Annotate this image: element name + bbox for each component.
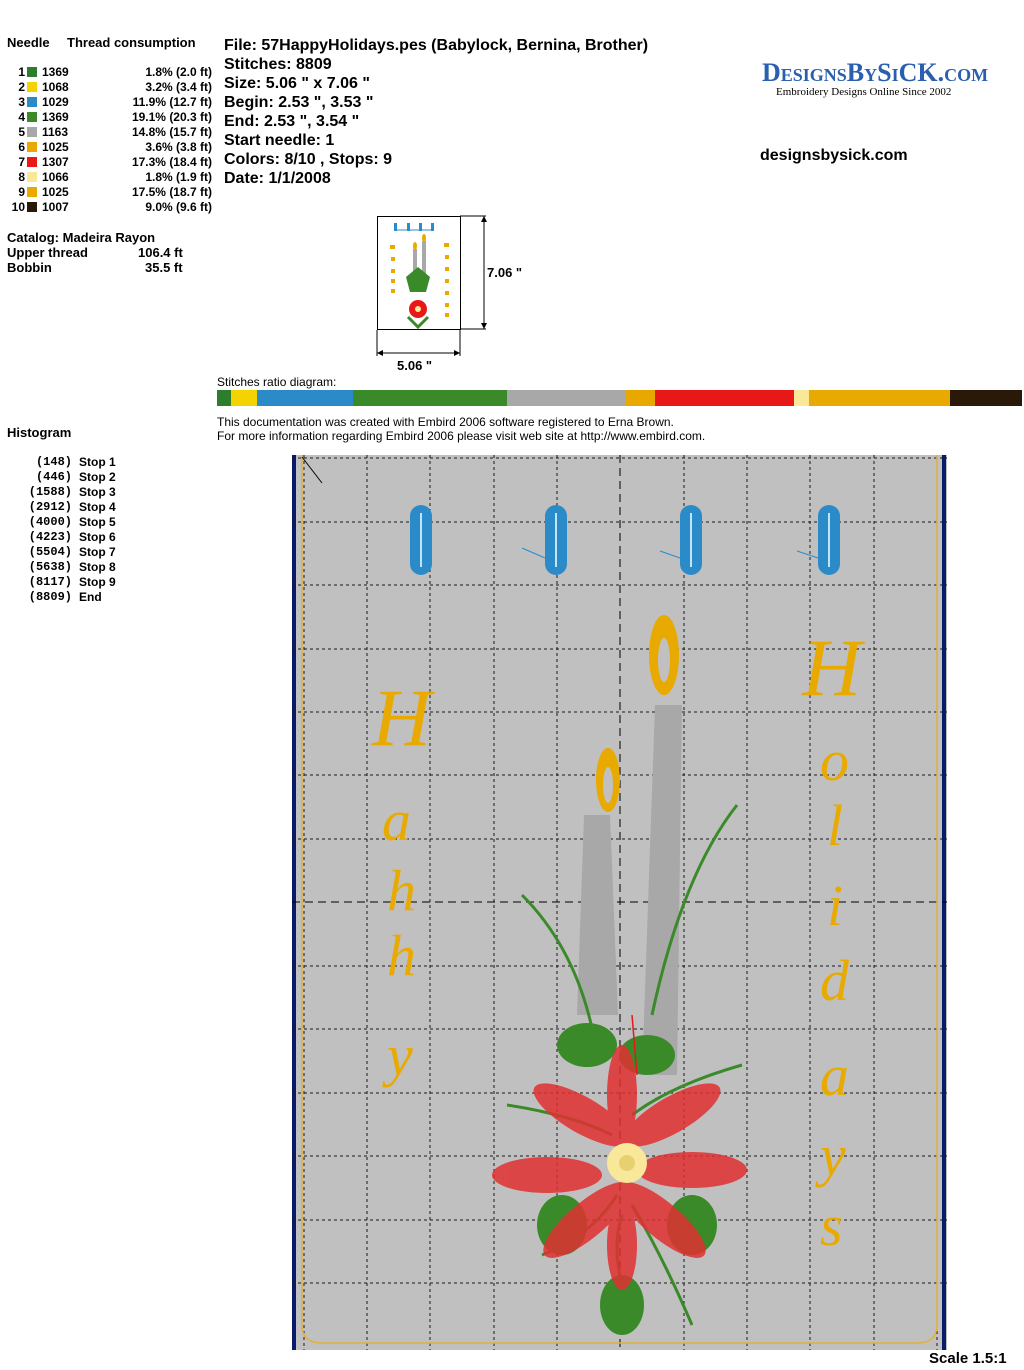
thread-code: 1007 — [42, 200, 69, 214]
catalog-line: Catalog: Madeira Rayon — [7, 230, 156, 245]
height-dimension: 7.06 " — [487, 265, 523, 280]
stitch-count: (5638) — [28, 560, 72, 574]
thread-percentage: 1.8% (1.9 ft) — [145, 170, 212, 184]
embroidery-preview — [292, 455, 947, 1350]
thread-color-swatch — [27, 112, 37, 122]
notice-line-1: This documentation was created with Embird 2006 software registered to Erna Brown. — [217, 415, 674, 429]
needle-row — [7, 95, 217, 110]
thread-code: 1029 — [42, 95, 69, 109]
stop-label: Stop 5 — [79, 515, 116, 529]
stitch-count: (5504) — [28, 545, 72, 559]
needle-row — [7, 125, 217, 140]
upper-thread-label: Upper thread — [7, 245, 88, 260]
thread-code: 1163 — [42, 125, 69, 139]
needle-header: Needle — [7, 35, 50, 50]
svg-text:l: l — [827, 793, 844, 858]
histogram-row — [7, 560, 207, 575]
histogram-row — [7, 590, 207, 605]
brand-logo — [762, 60, 1002, 98]
histogram-row — [7, 515, 207, 530]
needle-number: 1 — [18, 65, 25, 79]
needle-row — [7, 80, 217, 95]
thread-code: 1369 — [42, 65, 69, 79]
start-needle: Start needle: 1 — [224, 132, 335, 149]
thread-consumption-header: Thread consumption — [67, 35, 196, 50]
histogram-row — [7, 455, 207, 470]
ratio-segment — [217, 390, 231, 406]
design-size: Size: 5.06 " x 7.06 " — [224, 75, 370, 92]
end-point: End: 2.53 ", 3.54 " — [224, 113, 360, 130]
ratio-segment — [950, 390, 1022, 406]
ratio-segment — [231, 390, 257, 406]
svg-text:H: H — [802, 622, 862, 713]
thread-color-swatch — [27, 187, 37, 197]
upper-thread-value: 106.4 ft — [138, 245, 183, 260]
stitch-count: (8117) — [28, 575, 72, 589]
needle-number: 8 — [18, 170, 25, 184]
ratio-segment — [794, 390, 808, 406]
stitch-count: (2912) — [28, 500, 72, 514]
stop-label: End — [79, 590, 102, 604]
brand-tagline: Embroidery Designs Online Since 2002 — [776, 86, 952, 98]
software-notice — [217, 415, 705, 443]
svg-text:a: a — [820, 1043, 849, 1108]
stitch-ratio-bar — [217, 390, 1022, 406]
histogram-row — [7, 545, 207, 560]
thread-color-swatch — [27, 82, 37, 92]
histogram-row — [7, 485, 207, 500]
needle-number: 5 — [18, 125, 25, 139]
stop-label: Stop 7 — [79, 545, 116, 559]
ratio-segment — [626, 390, 655, 406]
dimension-lines — [376, 212, 526, 362]
stop-label: Stop 9 — [79, 575, 116, 589]
width-dimension: 5.06 " — [397, 358, 433, 373]
thread-percentage: 1.8% (2.0 ft) — [145, 65, 212, 79]
needle-number: 10 — [11, 200, 25, 214]
thread-percentage: 3.6% (3.8 ft) — [145, 140, 212, 154]
needle-row — [7, 65, 217, 80]
thread-color-swatch — [27, 172, 37, 182]
thread-code: 1066 — [42, 170, 69, 184]
needle-number: 3 — [18, 95, 25, 109]
thread-percentage: 3.2% (3.4 ft) — [145, 80, 212, 94]
stop-label: Stop 4 — [79, 500, 116, 514]
needle-number: 9 — [18, 185, 25, 199]
thread-code: 1068 — [42, 80, 69, 94]
stitch-count: (1588) — [28, 485, 72, 499]
thread-percentage: 11.9% (12.7 ft) — [132, 95, 212, 109]
thread-percentage: 9.0% (9.6 ft) — [145, 200, 212, 214]
svg-text:a: a — [382, 788, 411, 853]
thread-color-swatch — [27, 67, 37, 77]
ratio-label: Stitches ratio diagram: — [217, 375, 337, 389]
ratio-segment — [655, 390, 794, 406]
svg-text:d: d — [820, 948, 849, 1013]
thread-percentage: 17.5% (18.7 ft) — [131, 185, 212, 199]
ratio-segment — [353, 390, 507, 406]
begin-point: Begin: 2.53 ", 3.53 " — [224, 94, 374, 111]
file-info — [224, 36, 648, 188]
needle-row — [7, 140, 217, 155]
histogram-row — [7, 500, 207, 515]
svg-text:y: y — [820, 1123, 846, 1188]
scale-label: Scale 1.5:1 — [929, 1350, 1007, 1367]
svg-text:i: i — [827, 873, 844, 938]
design-canvas — [292, 455, 947, 1350]
needle-number: 6 — [18, 140, 25, 154]
needle-row — [7, 200, 217, 215]
thread-code: 1025 — [42, 185, 69, 199]
svg-text:s: s — [820, 1193, 843, 1258]
thread-percentage: 19.1% (20.3 ft) — [131, 110, 212, 124]
svg-text:y: y — [387, 1023, 413, 1088]
thread-color-swatch — [27, 127, 37, 137]
stop-label: Stop 8 — [79, 560, 116, 574]
stitch-count: (8809) — [28, 590, 72, 604]
thread-color-swatch — [27, 97, 37, 107]
thread-code: 1307 — [42, 155, 69, 169]
thread-code: 1025 — [42, 140, 69, 154]
stitch-count: (4000) — [28, 515, 72, 529]
needle-number: 4 — [18, 110, 25, 124]
thread-color-swatch — [27, 157, 37, 167]
stop-label: Stop 1 — [79, 455, 116, 469]
histogram-row — [7, 470, 207, 485]
file-name: File: 57HappyHolidays.pes (Babylock, Bernina, Brother) — [224, 37, 649, 54]
needle-row — [7, 110, 217, 125]
histogram-row — [7, 575, 207, 590]
needle-row — [7, 185, 217, 200]
stitch-count: Stitches: 8809 — [224, 56, 332, 73]
needle-number: 2 — [18, 80, 25, 94]
histogram-row — [7, 530, 207, 545]
needle-row — [7, 170, 217, 185]
stop-label: Stop 6 — [79, 530, 116, 544]
svg-text:h: h — [387, 858, 416, 923]
notice-line-2: For more information regarding Embird 2006 please visit web site at http://www.embird.com. — [217, 429, 706, 443]
bobbin-label: Bobbin — [7, 260, 52, 275]
thread-percentage: 14.8% (15.7 ft) — [131, 125, 212, 139]
svg-text:H: H — [372, 672, 432, 763]
svg-text:h: h — [387, 923, 416, 988]
ratio-segment — [257, 390, 353, 406]
stop-label: Stop 2 — [79, 470, 116, 484]
stop-label: Stop 3 — [79, 485, 116, 499]
thread-color-swatch — [27, 142, 37, 152]
colors-stops: Colors: 8/10 , Stops: 9 — [224, 151, 393, 168]
bobbin-value: 35.5 ft — [145, 260, 183, 275]
thread-percentage: 17.3% (18.4 ft) — [131, 155, 212, 169]
stitch-count: (4223) — [28, 530, 72, 544]
design-date: Date: 1/1/2008 — [224, 170, 331, 187]
brand-name: DesignsBySiCK.com — [762, 58, 989, 87]
thread-color-swatch — [27, 202, 37, 212]
ratio-segment — [809, 390, 950, 406]
svg-text:o: o — [820, 728, 849, 793]
stitch-count: (446) — [35, 470, 72, 484]
histogram-title: Histogram — [7, 425, 72, 440]
needle-row — [7, 155, 217, 170]
ratio-segment — [507, 390, 626, 406]
thread-code: 1369 — [42, 110, 69, 124]
needle-number: 7 — [18, 155, 25, 169]
stitch-count: (148) — [35, 455, 72, 469]
site-url: designsbysick.com — [760, 147, 908, 164]
